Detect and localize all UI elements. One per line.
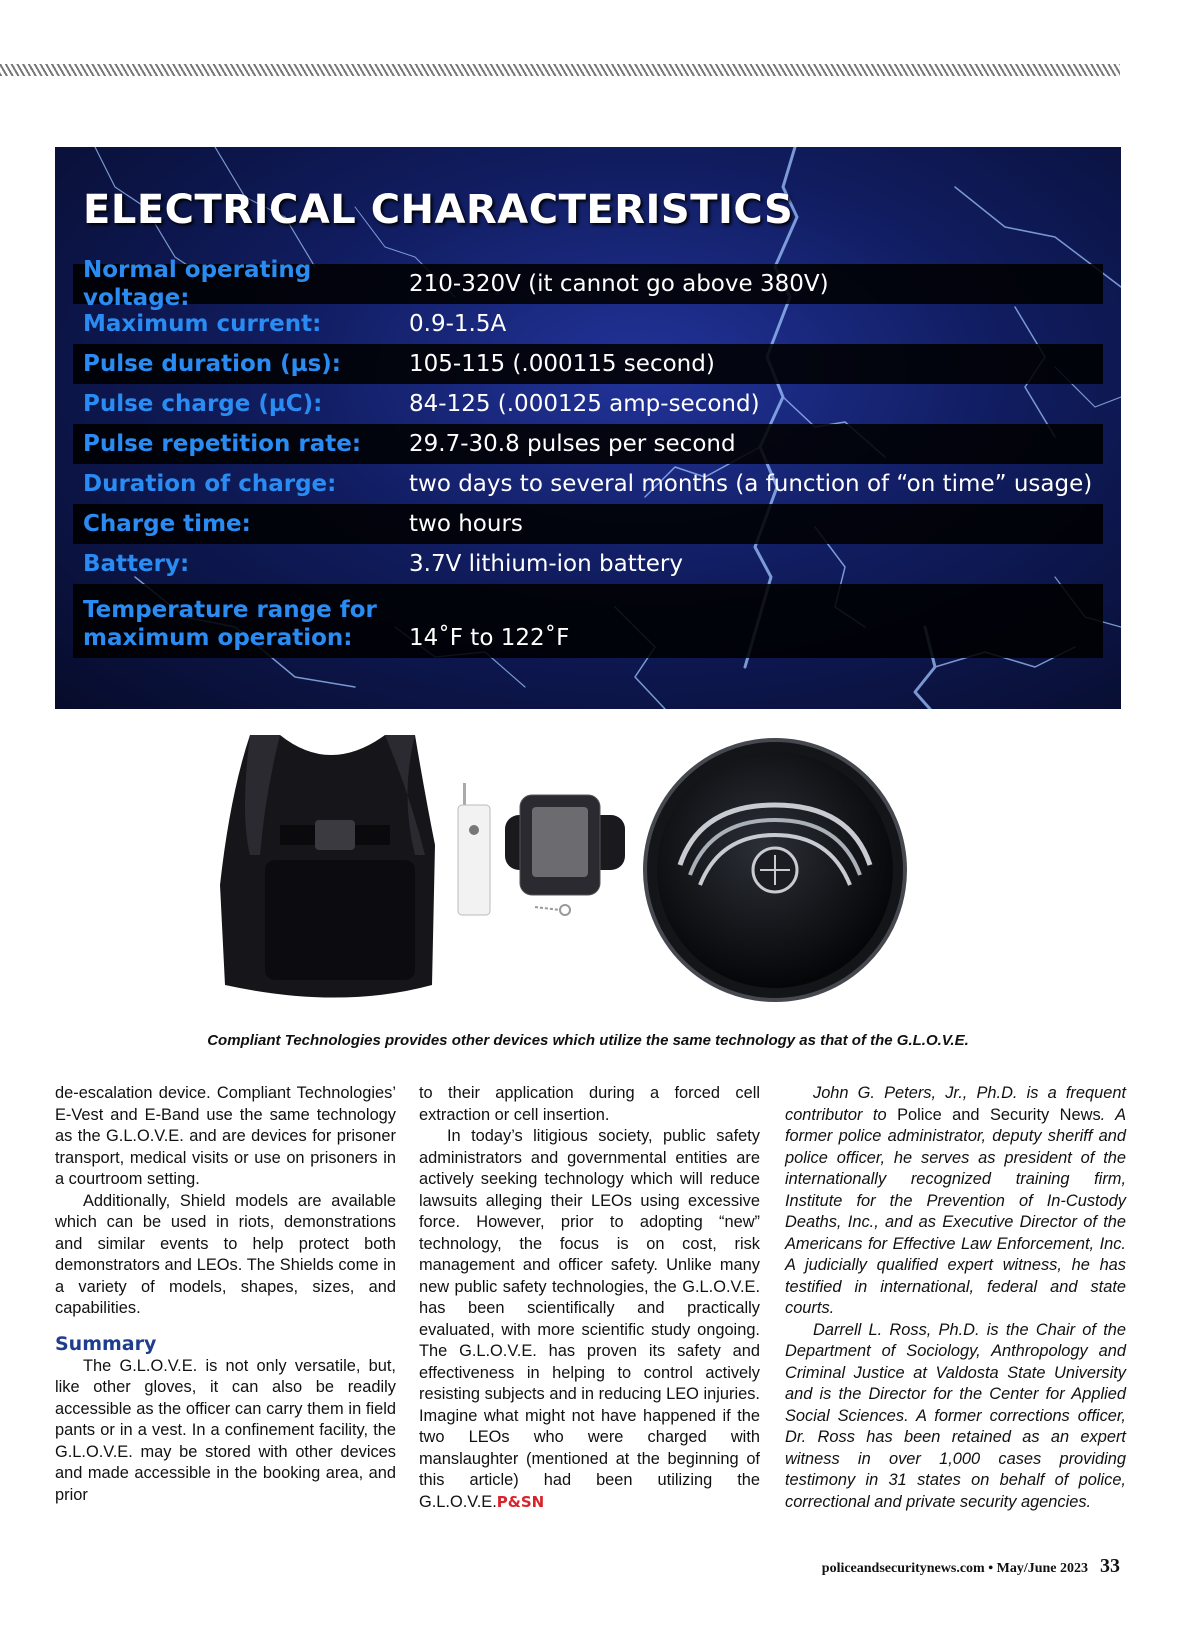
- spec-row: [73, 384, 1103, 424]
- summary-heading: Summary: [55, 1332, 157, 1355]
- spec-label: Pulse duration (µs):: [83, 351, 342, 377]
- paragraph: to their application during a forced cell extraction or cell insertion.: [419, 1084, 760, 1124]
- spec-row: [73, 304, 1103, 344]
- bio-text: John G. Peters, Jr., Ph.D. is a frequent contributor to: [785, 1084, 1126, 1124]
- spec-value: 210-320V (it cannot go above 380V): [409, 271, 829, 297]
- spec-value: 3.7V lithium-ion battery: [409, 551, 683, 577]
- paragraph: Additionally, Shield models are available which can be used in riots, demonstrations and similar events to help protect both demonstrators and LEOs. The Shields come in a variety of models, shapes, sizes, and capabilities.: [55, 1191, 396, 1317]
- spec-table: [73, 257, 1103, 658]
- spec-label: Duration of charge:: [83, 471, 337, 497]
- spec-value: two days to several months (a function of “on time” usage): [409, 471, 1093, 497]
- spec-row: [73, 544, 1103, 584]
- spec-value: 84-125 (.000125 amp-second): [409, 391, 760, 417]
- decorative-hatch-bar: [0, 64, 1120, 76]
- spec-value: two hours: [409, 511, 523, 537]
- bio-text: . A former police administrator, deputy sheriff and police officer, he serves as president of the internationally recognized training firm, Institute for the Prevention of In-Custody Deaths, Inc., and as Executive Director of the Americans for Effective Law Enforcement, Inc. A judicially qualified expert witness, he has testified in international, federal and state courts.: [785, 1105, 1127, 1317]
- remote-image: [458, 783, 490, 915]
- photo-caption: Compliant Technologies provides other devices which utilize the same technology as that of the G.L.O.V.E.: [207, 1032, 969, 1049]
- spec-row: [73, 257, 1103, 311]
- armband-image: [505, 795, 625, 915]
- spec-label: Pulse charge (µC):: [83, 391, 323, 417]
- shield-image: [645, 740, 905, 1000]
- spec-value: 0.9-1.5A: [409, 311, 507, 337]
- paragraph: de-escalation device. Compliant Technologies’ E-Vest and E-Band use the same technology as the G.L.O.V.E. and are devices for prisoner transport, medical visits or use on prisoners in a courtroom setting.: [55, 1084, 396, 1188]
- author-bio-ross: Darrell L. Ross, Ph.D. is the Chair of the Department of Sociology, Anthropology and Criminal Justice at Valdosta State University and is the Director for the Center for Applied Social Sciences. A former corrections officer, Dr. Ross has been retained as an expert witness in over 1,000 cases providing testimony in 31 states on behalf of police, correctional and private security agencies.: [785, 1320, 1126, 1511]
- text-column-1: [55, 1083, 396, 1506]
- publication-name: Police and Security News: [897, 1105, 1101, 1124]
- vest-image: [220, 735, 435, 998]
- spec-row: [73, 584, 1103, 658]
- paragraph-text: In today’s litigious society, public safety administrators and governmental entities are actively seeking technology which will reduce lawsuits alleging their LEOs using excessive force. However, prior to adopting “new” technology, the focus is on cost, risk management and officer safety. Unlike many new public safety technologies, the G.L.O.V.E. has been scientifically and practically evaluated, with more scientific study ongoing. The G.L.O.V.E. has proven its safety and effectiveness in helping to control actively resisting subjects and in reducing LEO injuries. Imagine what might not have happened if the two LEOs who were charged with manslaughter (mentioned at the beginning of this article) had been utilizing the G.L.O.V.E.: [419, 1127, 760, 1511]
- spec-value: 14˚F to 122˚F: [409, 625, 570, 651]
- spec-label: [73, 596, 409, 652]
- footer-text: policeandsecuritynews.com • May/June 2023: [821, 1561, 1088, 1576]
- spec-label: Normal operating voltage:: [83, 257, 312, 311]
- paragraph: [419, 1126, 760, 1513]
- spec-label: Battery:: [83, 551, 190, 577]
- spec-label: Maximum current:: [83, 311, 322, 337]
- spec-value: 29.7-30.8 pulses per second: [409, 431, 736, 457]
- spec-label-line: Temperature range for: [83, 597, 377, 623]
- author-bio-peters: [785, 1083, 1126, 1320]
- spec-row: [73, 424, 1103, 464]
- page-number: 33: [1100, 1555, 1120, 1577]
- panel-title: ELECTRICAL CHARACTERISTICS: [83, 187, 794, 233]
- spec-row: [73, 504, 1103, 544]
- spec-label: Pulse repetition rate:: [83, 431, 362, 457]
- spec-label-line: maximum operation:: [83, 625, 353, 651]
- electrical-characteristics-panel: [55, 147, 1121, 709]
- author-bio-column: [785, 1083, 1126, 1513]
- spec-row: [73, 344, 1103, 384]
- page-footer: [780, 1555, 1120, 1578]
- spec-value: 105-115 (.000115 second): [409, 351, 715, 377]
- spec-label: Charge time:: [83, 511, 251, 537]
- spec-row: [73, 464, 1103, 504]
- devices-photo: [220, 735, 960, 1007]
- paragraph: The G.L.O.V.E. is not only versatile, but, like other gloves, it can also be readily accessible as the officer can carry them in field pants or in a vest. In a confinement facility, the G.L.O.V.E. may be stored with other devices and made accessible in the booking area, and prior: [55, 1356, 396, 1504]
- text-column-2: [419, 1083, 760, 1513]
- end-mark: P&SN: [496, 1492, 545, 1511]
